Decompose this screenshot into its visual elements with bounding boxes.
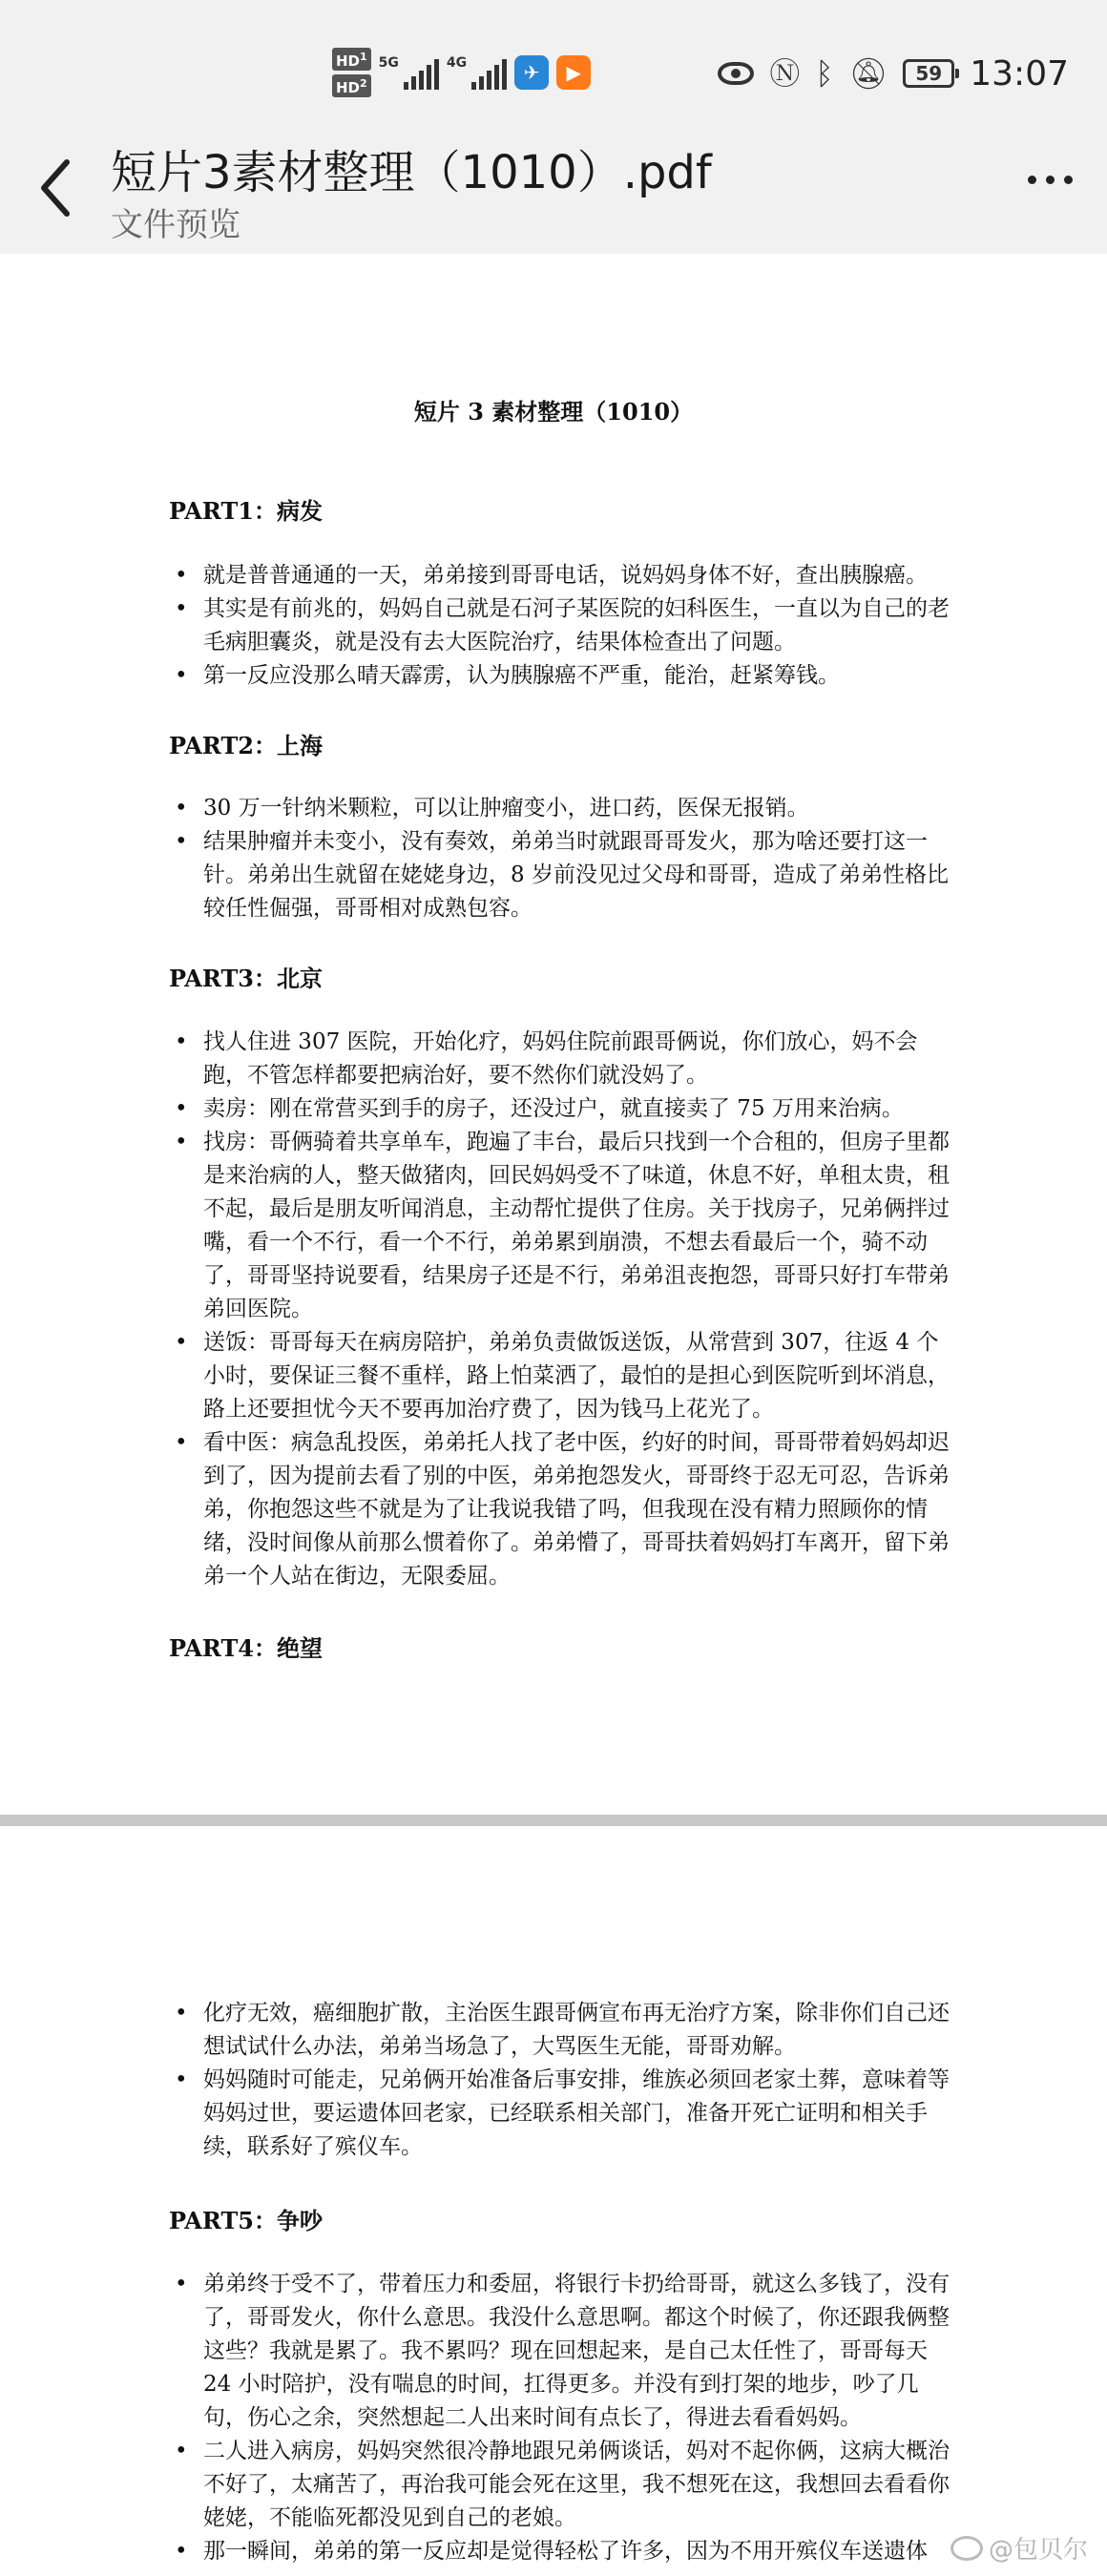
eye-comfort-icon	[718, 62, 754, 85]
list-item: • 找房：哥俩骑着共享单车，跑遍了丰台，最后只找到一个合租的，但房子里都是来治病的人，整天做猪肉，回民妈妈受不了味道，休息不好，单租太贵，租不起，最后是朋友听闻消息，主动帮忙提供了住房。关于找房子，兄弟俩拌过嘴，看一个不行，看一个不行，弟弟累到崩溃，不想去看最后一个，骑不动了，哥哥坚持说要看，结果房子还是不行，弟弟沮丧抱怨，哥哥只好打车带弟弟回医院。	[203, 1126, 957, 1326]
list-item: • 妈妈随时可能走，兄弟俩开始准备后事安排，维族必须回老家土葬，意味着等妈妈过世，要运遗体回老家，已经联系相关部门，准备开死亡证明和相关手续，联系好了殡仪车。	[203, 2064, 957, 2164]
nfc-icon: Ⓝ	[769, 55, 801, 92]
part-heading: PART3：北京	[169, 965, 324, 992]
weibo-icon	[950, 2536, 983, 2561]
part-heading: PART4：绝望	[169, 1634, 324, 1662]
back-button[interactable]	[36, 155, 84, 221]
list-item: • 送饭：哥哥每天在病房陪护，弟弟负责做饭送饭，从常营到 307，往返 4 个小时，要保证三餐不重样，路上怕菜洒了，最怕的是担心到医院听到坏消息，路上还要担忧今天不要再加治疗费了，因为钱马上花光了。	[203, 1326, 957, 1426]
part-heading: PART2：上海	[169, 732, 324, 759]
part-heading: PART1：病发	[169, 497, 324, 525]
signal-5g-icon: 5G	[379, 55, 439, 90]
list-item: • 卖房：刚在常营买到手的房子，还没过户，就直接卖了 75 万用来治病。	[203, 1092, 957, 1126]
list-item: • 第一反应没那么晴天霹雳，认为胰腺癌不严重，能治，赶紧筹钱。	[203, 659, 957, 693]
bluetooth-icon: ᛒ	[815, 55, 834, 92]
chevron-left-icon	[36, 155, 84, 221]
more-options-button[interactable]	[1028, 176, 1073, 184]
more-dot-icon	[1028, 176, 1036, 184]
list-item: • 30 万一针纳米颗粒，可以让肿瘤变小，进口药，医保无报销。	[203, 792, 957, 825]
part-list	[203, 2268, 957, 2568]
list-item: • 看中医：病急乱投医，弟弟托人找了老中医，约好的时间，哥哥带着妈妈却迟到了，因为提前去看了别的中医，弟弟抱怨发火，哥哥终于忍无可忍，告诉弟弟，你抱怨这些不就是为了让我说我错了吗，但我现在没有精力照顾你的情绪，没时间像从前那么惯着你了。弟弟懵了，哥哥扶着妈妈打车离开，留下弟弟一个人站在街边，无限委屈。	[203, 1426, 957, 1593]
part-list	[203, 792, 957, 925]
pdf-title: 短片 3 素材整理（1010）	[413, 398, 694, 426]
list-item: • 找人住进 307 医院，开始化疗，妈妈住院前跟哥俩说，你们放心，妈不会跑，不管怎样都要把病治好，要不然你们就没妈了。	[203, 1026, 957, 1092]
status-left	[332, 46, 591, 99]
part-heading: PART5：争吵	[169, 2207, 324, 2234]
document-subtitle: 文件预览	[111, 206, 240, 244]
list-item: • 二人进入病房，妈妈突然很冷静地跟兄弟俩谈话，妈对不起你俩，这病大概治不好了，太痛苦了，再治我可能会死在这里，我不想死在这，我想回去看看你姥姥，不能临死都没见到自己的老娘。	[203, 2435, 957, 2535]
watermark-text: @包贝尔	[988, 2536, 1088, 2565]
signal-4g-icon: 4G	[447, 55, 507, 90]
app-header	[0, 143, 1107, 254]
weibo-watermark	[950, 2530, 1088, 2566]
hd-indicators	[332, 48, 371, 97]
list-item: • 就是普普通通的一天，弟弟接到哥哥电话，说妈妈身体不好，查出胰腺癌。	[203, 559, 957, 592]
list-item: • 其实是有前兆的，妈妈自己就是石河子某医院的妇科医生，一直以为自己的老毛病胆囊炎，就是没有去大医院治疗，结果体检查出了问题。	[203, 592, 957, 659]
page-divider	[0, 1815, 1107, 1826]
list-item: • 弟弟终于受不了，带着压力和委屈，将银行卡扔给哥哥，就这么多钱了，没有了，哥哥发火，你什么意思。我没什么意思啊。都这个时候了，你还跟我俩整这些？我就是累了。我不累吗？现在回想起来，是自己太任性了，哥哥每天 24 小时陪护，没有喘息的时间，扛得更多。并没有到打架的地步，吵了几句，伤心之余，突然想起二人出来时间有点长了，得进去看看妈妈。	[203, 2268, 957, 2435]
list-item: • 结果肿瘤并未变小，没有奏效，弟弟当时就跟哥哥发火，那为啥还要打这一针。弟弟出生就留在姥姥身边，8 岁前没见过父母和哥哥，造成了弟弟性格比较任性倔强，哥哥相对成熟包容。	[203, 825, 957, 925]
part-list	[203, 1997, 957, 2164]
video-app-icon: ▶	[556, 55, 591, 90]
status-bar	[0, 0, 1107, 143]
hd-badge-1: $HD^1$	[332, 48, 371, 71]
hd-badge-2: $HD^2$	[332, 74, 371, 97]
message-app-icon: ✈	[514, 55, 549, 90]
battery-level: 59	[915, 62, 943, 85]
list-item: • 那一瞬间，弟弟的第一反应却是觉得轻松了许多，因为不用开殡仪车送遗体	[203, 2535, 957, 2568]
more-dot-icon	[1046, 176, 1055, 184]
battery-icon	[903, 59, 954, 88]
document-title: 短片3素材整理（1010）.pdf	[111, 146, 712, 199]
status-right	[718, 50, 1069, 97]
more-dot-icon	[1064, 176, 1073, 184]
mute-bell-icon: 🔕︎	[848, 55, 888, 92]
part-list	[203, 1026, 957, 1593]
clock: 13:07	[970, 53, 1069, 93]
part-list	[203, 559, 957, 693]
list-item: • 化疗无效，癌细胞扩散，主治医生跟哥俩宣布再无治疗方案，除非你们自己还想试试什么办法，弟弟当场急了，大骂医生无能，哥哥劝解。	[203, 1997, 957, 2064]
